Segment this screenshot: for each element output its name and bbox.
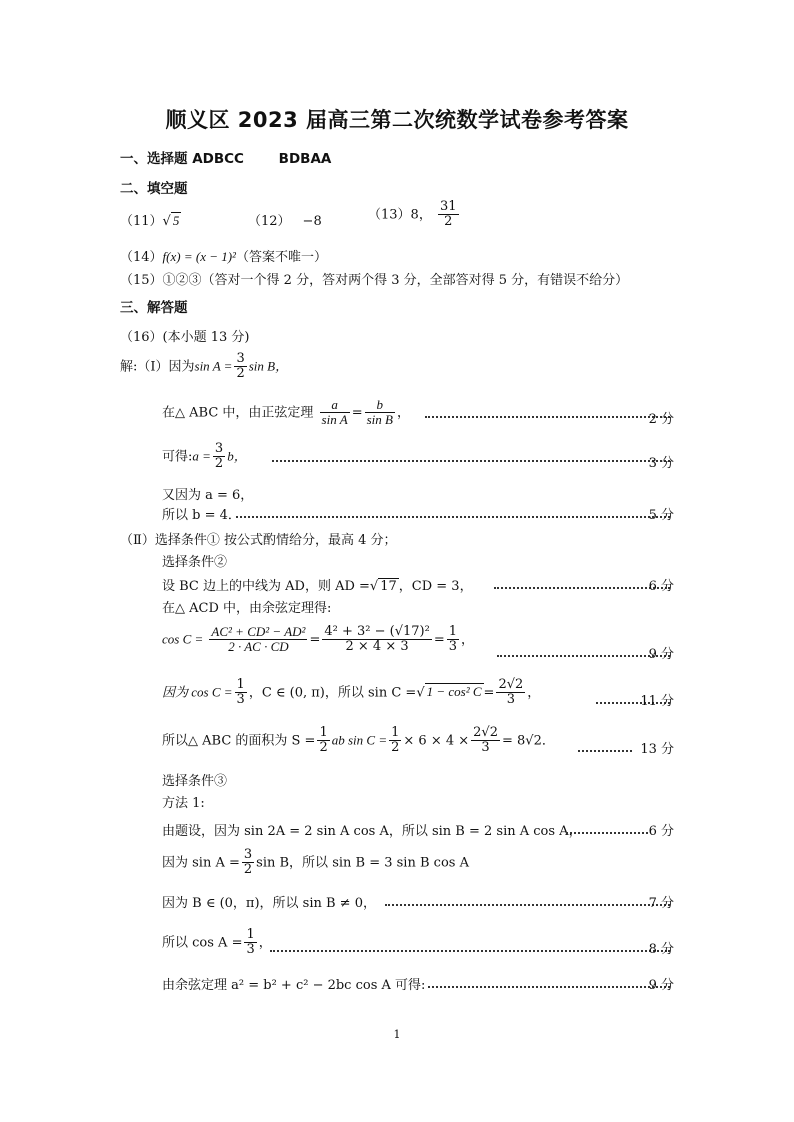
section-solve: 三、解答题 [120, 300, 188, 316]
l16-text-2: sin B，所以 sin B = 3 sin B cos A [256, 855, 469, 871]
solution-line-2: 在△ ABC 中，由正弦定理 $\frac{a}{\text{sin A}}$ = $\frac{b}{\text{sin B}}$ ， [162, 397, 410, 428]
l1-text: 解:（Ⅰ）因为 [120, 359, 195, 375]
l3-num: 3 [214, 441, 224, 456]
l10-num-1: AC² + CD² − AD² [211, 624, 306, 639]
solution-line-15: 由题设，因为 sin 2A = 2 sin A cos A，所以 sin B = 2 sin A cos A， [162, 824, 582, 839]
l10-num-2: 4² + 3² − (√17)² [324, 624, 430, 639]
solution-line-6: （Ⅱ）选择条件① 按公式酌情给分，最高 4 分； [120, 533, 397, 548]
leader-dots [272, 446, 670, 462]
q14-formula: f(x) = (x − 1)² [162, 249, 236, 264]
l18-den: 3 [246, 942, 255, 958]
score-marker: 7 分 [648, 896, 674, 911]
l3-math: a = [192, 448, 211, 464]
solution-line-11: 因为 cos C = $\frac{1}{3}$ ，C ∈ (0, π)，所以 sin C =√ 1 − cos² C = $\frac{2√2}{3}$ ， [162, 677, 541, 708]
score-marker: 9 分 [648, 647, 674, 662]
l12-den-2: 2 [391, 740, 400, 756]
l10-den-2: 2 × 4 × 3 [345, 639, 409, 655]
section-fill: 二、填空题 [120, 181, 188, 197]
answer-11: （11）√ 5 [120, 213, 180, 229]
l8-radicand: 17 [380, 579, 397, 594]
q11-value: 5 [172, 213, 180, 228]
q12-value: −8 [302, 214, 322, 229]
l10-den-1: 2 · AC · CD [228, 639, 289, 655]
l10-num-3: 1 [448, 624, 457, 639]
l2-den-2: sin B [366, 412, 393, 428]
answer-14 [120, 246, 327, 265]
solution-line-17: 因为 B ∈ (0，π)，所以 sin B ≠ 0， [162, 896, 376, 911]
l10-math: cos C = [162, 631, 204, 647]
solution-line-18 [162, 928, 272, 958]
l11-num: 1 [236, 677, 245, 692]
q13-label: （13）8， [368, 207, 432, 223]
score-marker: 6 分 [648, 824, 674, 839]
l12-den-3: 3 [481, 740, 490, 756]
l3-math-2: b， [227, 448, 247, 464]
solution-line-13: 选择条件③ [162, 774, 228, 789]
l12-math: ab sin C = [331, 732, 388, 748]
page-title: 顺义区 2023 届高三第二次统数学试卷参考答案 [165, 108, 629, 132]
l18-num: 1 [246, 927, 255, 942]
solution-line-19: 由余弦定理 a² = b² + c² − 2bc cos A 可得: [162, 978, 426, 993]
solution-line-9: 在△ ACD 中，由余弦定理得: [162, 601, 332, 616]
l2-den-1: sin A [321, 412, 348, 428]
l8-text: 设 BC 边上的中线为 AD，则 AD = [162, 579, 370, 594]
solution-line-16 [162, 848, 469, 878]
q14-label: （14） [120, 250, 163, 265]
problem-16-header: （16）(本小题 13 分) [120, 330, 250, 345]
score-marker: 5 分 [648, 508, 674, 523]
answer-12 [248, 210, 322, 229]
leader-dots [566, 818, 648, 834]
l18-text-2: ， [258, 935, 272, 951]
q12-label: （12） [248, 214, 291, 229]
l11-den: 3 [236, 692, 245, 708]
section-choice [120, 147, 331, 167]
l2-text: 在△ ABC 中，由正弦定理 [162, 405, 314, 421]
l12-den: 2 [319, 740, 328, 756]
leader-dots [385, 890, 670, 906]
solution-line-4: 又因为 a = 6， [162, 488, 254, 503]
leader-dots [578, 736, 632, 752]
l11-radicand: 1 − cos² C [426, 684, 482, 700]
score-marker: 3 分 [648, 456, 674, 471]
solution-line-10: cos C = $\frac{\text{AC² + CD² − AD²}}{2 \cdot AC \cdot CD}$ = $\frac{\text{4² + 3² − (√17)²}}{2 \times 4 \times 3}$ = $\frac{1}{3}$ ， [162, 624, 475, 655]
l3-den: 2 [214, 456, 224, 472]
l2-num-2: b [365, 398, 395, 413]
leader-dots [494, 573, 670, 589]
l12-result: = 8√2． [501, 733, 555, 749]
section-choice-label: 一、选择题 ADBCC [120, 151, 244, 167]
choice-answers-2: BDBAA [278, 151, 332, 167]
l12-text: 所以△ ABC 的面积为 S = [162, 733, 316, 749]
solution-line-7: 选择条件② [162, 555, 228, 570]
leader-dots [236, 502, 670, 518]
leader-dots [497, 641, 670, 657]
l1-den: 2 [236, 366, 245, 382]
l11-text: ，C ∈ (0, π)，所以 sin C = [248, 685, 417, 701]
score-marker: 11 分 [640, 694, 674, 709]
l1-num: 3 [236, 351, 245, 366]
q13-numerator: 31 [439, 199, 457, 214]
leader-dots [428, 972, 670, 988]
l8-text-2: ，CD = 3， [398, 579, 473, 594]
score-marker: 8 分 [648, 942, 674, 957]
l2-num-1: a [320, 398, 350, 413]
l16-den: 2 [243, 862, 253, 878]
answer-13 [368, 200, 461, 230]
leader-dots [270, 936, 670, 952]
l16-num: 3 [243, 847, 253, 862]
l11-num-2: 2√2 [498, 677, 524, 692]
l12-math-2: × 6 × 4 × [403, 733, 470, 749]
leader-dots [425, 402, 670, 418]
l3-text: 可得: [162, 449, 193, 465]
score-marker: 6 分 [648, 579, 674, 594]
l16-text: 因为 sin A = [162, 855, 240, 871]
solution-line-14: 方法 1: [162, 796, 205, 811]
solution-line-8: 设 BC 边上的中线为 AD，则 AD =√ 17 ，CD = 3， [162, 579, 473, 594]
q13-denominator: 2 [444, 214, 453, 230]
q11-label: （11） [120, 214, 163, 229]
l18-text: 所以 cos A = [162, 935, 243, 951]
answer-15: （15）①②③（答对一个得 2 分，答对两个得 3 分，全部答对得 5 分，有错误不给分） [120, 273, 629, 288]
score-marker: 2 分 [648, 412, 674, 427]
l10-den-3: 3 [448, 639, 457, 655]
score-marker: 13 分 [640, 742, 674, 757]
q14-note: （答案不唯一） [235, 250, 327, 265]
l11-math: 因为 cos C = [162, 684, 233, 700]
solution-line-1 [120, 352, 288, 382]
solution-line-12 [162, 726, 555, 756]
page-number: 1 [393, 1028, 401, 1041]
l12-num-3: 2√2 [473, 725, 498, 740]
score-marker: 9 分 [648, 978, 674, 993]
solution-line-3 [162, 442, 247, 472]
l12-num: 1 [319, 725, 328, 740]
solution-line-5: 所以 b = 4． [162, 508, 241, 523]
l1-math-2: sin B， [248, 358, 289, 374]
l11-den-2: 3 [506, 692, 515, 708]
l12-num-2: 1 [391, 725, 400, 740]
l1-math: sin A = [194, 358, 233, 374]
